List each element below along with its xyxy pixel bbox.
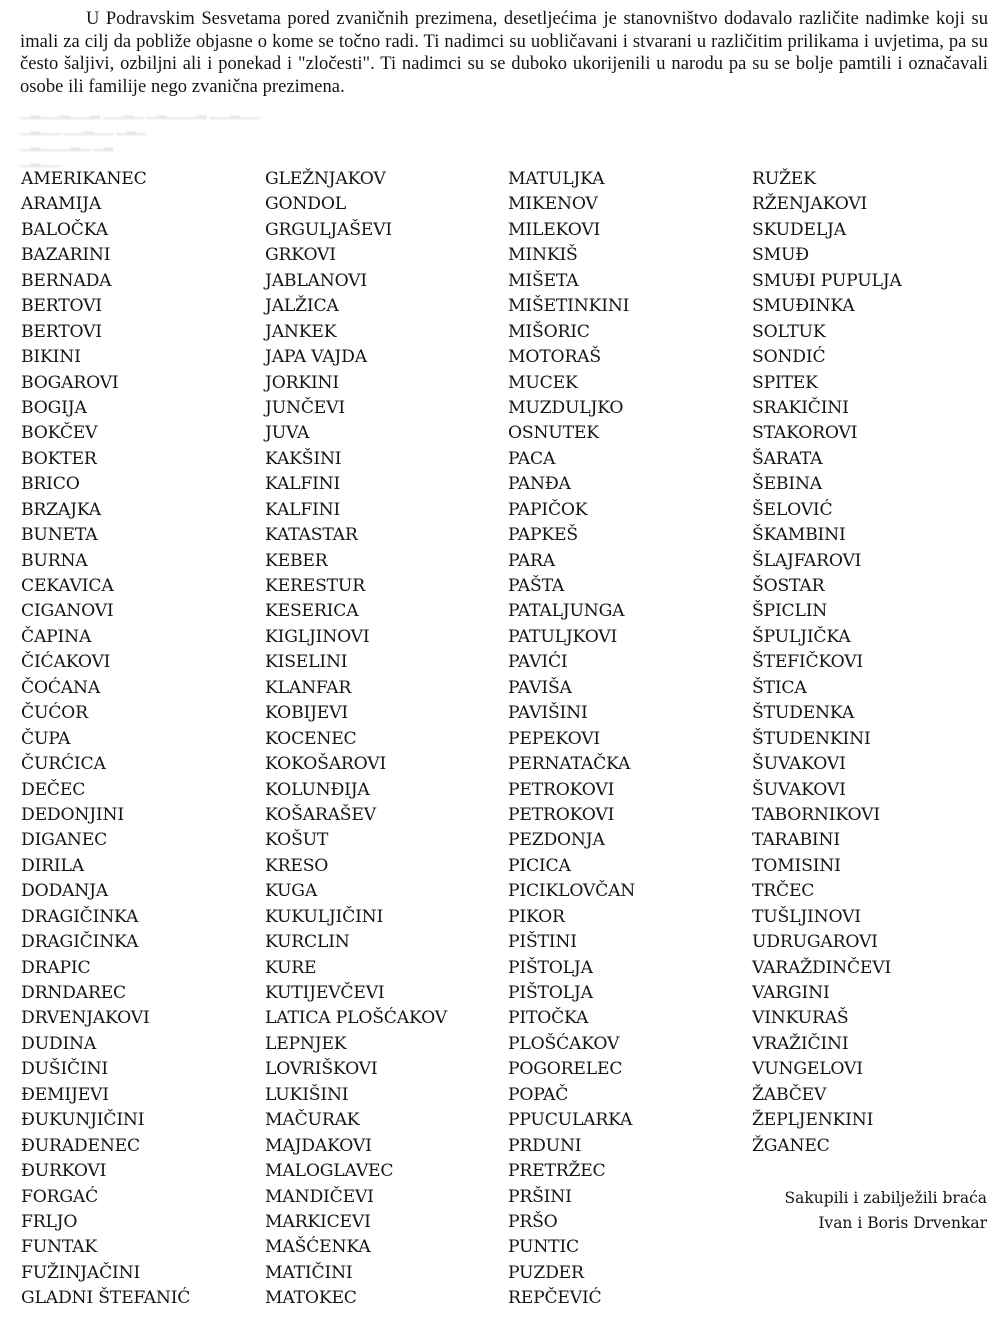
nickname-item: PARA	[508, 550, 555, 571]
nickname-item: PRŠO	[508, 1211, 558, 1232]
nickname-item: ŠEBINA	[752, 474, 822, 495]
nickname-item: TABORNIKOVI	[752, 804, 880, 825]
nickname-item: TRČEC	[752, 881, 815, 902]
nickname-item: REPČEVIĆ	[508, 1288, 602, 1309]
nickname-item: GRGULJAŠEVI	[265, 219, 392, 240]
nickname-item: PICICA	[508, 855, 571, 876]
credit-line-1: Sakupili i zabilježili braća	[784, 1189, 987, 1207]
nickname-item: KOBIJEVI	[265, 703, 348, 724]
nickname-item: JUVA	[265, 423, 310, 444]
nickname-item: VRAŽIČINI	[752, 1033, 849, 1054]
nickname-item: ŠPICLIN	[752, 601, 828, 622]
nickname-item: BURNA	[21, 550, 88, 571]
nickname-item: KOKOŠAROVI	[265, 754, 387, 775]
nickname-item: MOTORAŠ	[508, 347, 601, 368]
nickname-item: BRICO	[21, 474, 80, 495]
nickname-item: MARKICEVI	[265, 1211, 371, 1232]
nickname-item: PRDUNI	[508, 1135, 582, 1156]
nickname-item: SPITEK	[752, 372, 818, 393]
nickname-item: PLOŠĆAKOV	[508, 1033, 620, 1054]
nickname-item: PAPIČOK	[508, 499, 588, 520]
nickname-item: PAVIŠINI	[508, 703, 588, 724]
nickname-item: ŽEPLJENKINI	[752, 1110, 874, 1131]
nickname-item: KOCENEC	[265, 728, 357, 749]
nickname-item: KERESTUR	[265, 576, 365, 596]
nickname-item: ŠPULJIČKA	[752, 626, 851, 647]
nickname-item: PITOČKA	[508, 1008, 589, 1029]
nickname-item: DRNDAREC	[21, 983, 126, 1003]
nickname-column-2	[265, 167, 447, 1312]
intro-paragraph: U Podravskim Sesvetama pored zvaničnih prezimena, desetljećima je stanovništvo dodavalo različite nadimke koji su imali za cilj da pobliže objasne o kome se točno radi. Ti nadimci su uobličavani i stvarani u različitim prilikama i uvjetima, pa su često šaljivi, ozbiljni ali i ponekad i "zločesti". Ti nadimci su se duboko ukorijenili u narodu pa su se bolje pamtili i označavali osobe ili familije nego zvanična prezimena.	[20, 9, 988, 97]
nickname-item: ŠELOVIĆ	[752, 499, 833, 520]
nickname-item: KURCLIN	[265, 932, 350, 953]
nickname-item: FORGAĆ	[21, 1186, 99, 1207]
nickname-item: PEZDONJA	[508, 830, 605, 851]
nickname-item: PIŠTOLJA	[508, 983, 593, 1003]
nickname-item: POPAČ	[508, 1084, 569, 1105]
nickname-item: BERTOVI	[21, 321, 102, 342]
nickname-item: PAŠTA	[508, 576, 565, 596]
nickname-item: ARAMIJA	[21, 194, 102, 215]
nickname-item: ČUĆOR	[21, 703, 88, 724]
nickname-item: MINKIŠ	[508, 245, 578, 266]
nickname-item: LOVRIŠKOVI	[265, 1059, 378, 1080]
nickname-item: UDRUGAROVI	[752, 932, 878, 953]
nickname-item: LUKIŠINI	[265, 1084, 349, 1105]
nickname-item: GRKOVI	[265, 245, 336, 266]
nickname-item: ŽABČEV	[752, 1084, 827, 1105]
nickname-item: ČURĆICA	[21, 754, 106, 775]
nickname-item: DRAGIČINKA	[21, 906, 139, 927]
nickname-item: JANKEK	[265, 321, 337, 342]
nickname-item: GLEŽNJAKOV	[265, 169, 386, 189]
nickname-item: TUŠLJINOVI	[752, 906, 861, 927]
nickname-item: MIKENOV	[508, 194, 598, 215]
nickname-item: PIKOR	[508, 906, 565, 927]
nickname-column-4	[752, 167, 902, 1159]
nickname-item: KOŠARAŠEV	[265, 804, 376, 825]
nickname-item: PATULJKOVI	[508, 626, 618, 647]
nickname-item: PRETRŽEC	[508, 1161, 606, 1182]
nickname-item: PRŠINI	[508, 1186, 572, 1207]
nickname-item: MUZDULJKO	[508, 397, 624, 418]
nickname-item: DRAGIČINKA	[21, 932, 139, 953]
nickname-item: MUCEK	[508, 372, 578, 393]
nickname-item: PACA	[508, 448, 556, 469]
nickname-item: ĐURADENEC	[21, 1135, 140, 1156]
nickname-item: MILEKOVI	[508, 219, 601, 240]
nickname-item: KATASTAR	[265, 525, 358, 546]
nickname-item: VUNGELOVI	[752, 1059, 863, 1080]
nickname-item: STAKOROVI	[752, 423, 858, 444]
nickname-item: BAZARINI	[21, 245, 111, 266]
nickname-item: SKUDELJA	[752, 219, 846, 240]
nickname-item: ŠUVAKOVI	[752, 754, 846, 775]
nickname-item: PEPEKOVI	[508, 728, 600, 749]
nickname-item: KUGA	[265, 881, 318, 902]
nickname-item: ŠARATA	[752, 448, 823, 469]
nickname-item: LEPNJEK	[265, 1033, 347, 1054]
nickname-item: PERNATAČKA	[508, 754, 631, 775]
nickname-item: VARAŽDINČEVI	[752, 957, 892, 978]
nickname-item: JAPA VAJDA	[265, 347, 367, 368]
nickname-item: KALFINI	[265, 499, 341, 520]
nickname-item: DIGANEC	[21, 830, 108, 851]
nickname-item: RŽENJAKOVI	[752, 194, 868, 215]
nickname-item: VINKURAŠ	[752, 1008, 849, 1029]
nickname-item: BERNADA	[21, 270, 112, 291]
nickname-item: TOMISINI	[752, 855, 841, 876]
nickname-item: PIŠTINI	[508, 932, 577, 953]
nickname-item: MIŠETA	[508, 270, 579, 291]
nickname-item: CIGANOVI	[21, 601, 114, 622]
nickname-item: PANĐA	[508, 474, 571, 495]
nickname-item: ĐEMIJEVI	[21, 1084, 109, 1105]
nickname-item: ČOĆANA	[21, 677, 101, 698]
nickname-item: BERTOVI	[21, 296, 102, 317]
nickname-item: DUDINA	[21, 1033, 97, 1054]
nickname-item: PAVIŠA	[508, 677, 572, 698]
nickname-item: BALOČKA	[21, 219, 108, 240]
bleed-through-text: ▁▂▁▁▂▁▁▂ ▁▁▂▁ ▁▂▁▁▁▂ ▁▁▂▁▁ ▁▂▁▁ ▁▁▂▁▁ ▁▂▁ ▁▂▁▁▁▂▁ ▁▂ ▁▂▁▁	[20, 104, 260, 167]
nickname-item: SMUĐINKA	[752, 296, 855, 317]
nickname-item: OSNUTEK	[508, 423, 599, 444]
nickname-item: MANDIČEVI	[265, 1186, 374, 1207]
nickname-item: MIŠORIC	[508, 321, 590, 342]
nickname-item: PAPKEŠ	[508, 525, 578, 546]
nickname-item: MALOGLAVEC	[265, 1161, 394, 1182]
nickname-item: SOLTUK	[752, 321, 826, 342]
nickname-item: DIRILA	[21, 855, 84, 876]
nickname-item: MATOKEC	[265, 1288, 357, 1309]
nickname-item: KOŠUT	[265, 830, 329, 851]
nickname-item: ŠKAMBINI	[752, 525, 846, 546]
nickname-item: KIGLJINOVI	[265, 626, 370, 647]
nickname-item: JABLANOVI	[265, 270, 367, 291]
nickname-item: MATIČINI	[265, 1262, 353, 1283]
nickname-item: KEBER	[265, 550, 328, 571]
nickname-item: KLANFAR	[265, 677, 352, 698]
nickname-item: ĐUKUNJIČINI	[21, 1110, 145, 1131]
nickname-item: RUŽEK	[752, 169, 816, 189]
nickname-item: KESERICA	[265, 601, 359, 622]
nickname-item: SONDIĆ	[752, 347, 826, 368]
nickname-item: ŠTICA	[752, 677, 807, 698]
nickname-item: ŽGANEC	[752, 1135, 830, 1156]
nickname-item: DUŠIČINI	[21, 1059, 108, 1080]
nickname-item: ČAPINA	[21, 626, 92, 647]
nickname-item: ŠLAJFAROVI	[752, 550, 862, 571]
nickname-item: PICIKLOVČAN	[508, 881, 636, 902]
nickname-item: KOLUNĐIJA	[265, 779, 370, 800]
nickname-item: ŠUVAKOVI	[752, 779, 846, 800]
nickname-column-3	[508, 167, 635, 1312]
nickname-item: MIŠETINKINI	[508, 296, 630, 317]
nickname-item: PATALJUNGA	[508, 601, 625, 622]
nickname-item: FUŽINJAČINI	[21, 1262, 141, 1283]
nickname-item: DRVENJAKOVI	[21, 1008, 150, 1029]
nickname-item: KUKULJIČINI	[265, 906, 384, 927]
nickname-item: FRLJO	[21, 1211, 78, 1232]
nickname-item: ŠTEFIČKOVI	[752, 652, 864, 673]
nickname-item: KURE	[265, 957, 317, 978]
nickname-item: SRAKIČINI	[752, 397, 849, 418]
nickname-item: DEČEC	[21, 779, 86, 800]
nickname-item: FUNTAK	[21, 1237, 98, 1258]
nickname-item: BRZAJKA	[21, 499, 101, 520]
nickname-item: JUNČEVI	[265, 397, 345, 418]
nickname-item: ĐURKOVI	[21, 1161, 107, 1182]
nickname-item: KAKŠINI	[265, 448, 342, 469]
nickname-item: PPUCULARKA	[508, 1110, 633, 1131]
nickname-item: MAŠĆENKA	[265, 1237, 371, 1258]
nickname-item: ŠTUDENKINI	[752, 728, 871, 749]
nickname-column-1	[21, 167, 190, 1312]
nickname-item: KRESO	[265, 855, 329, 876]
nickname-item: LATICA PLOŠĆAKOV	[265, 1008, 447, 1029]
nickname-item: GONDOL	[265, 194, 346, 215]
nickname-item: SMUĐI PUPULJA	[752, 270, 902, 291]
nickname-item: KUTIJEVČEVI	[265, 983, 385, 1003]
credit-signature	[784, 1186, 987, 1236]
nickname-item: BIKINI	[21, 347, 81, 368]
nickname-item: PAVIĆI	[508, 652, 568, 673]
nickname-item: MAJDAKOVI	[265, 1135, 372, 1156]
nickname-item: PUNTIC	[508, 1237, 579, 1258]
nickname-item: BOKTER	[21, 448, 97, 469]
nickname-item: TARABINI	[752, 830, 840, 851]
nickname-item: DEDONJINI	[21, 804, 124, 825]
nickname-item: ŠOSTAR	[752, 576, 825, 596]
nickname-item: DRAPIC	[21, 957, 91, 978]
nickname-item: PUZDER	[508, 1262, 584, 1283]
nickname-item: JALŽICA	[265, 296, 339, 317]
nickname-item: ŠTUDENKA	[752, 703, 855, 724]
nickname-item: AMERIKANEC	[21, 169, 147, 189]
nickname-item: VARGINI	[752, 983, 830, 1003]
nickname-item: MATULJKA	[508, 169, 605, 189]
nickname-item: BUNETA	[21, 525, 98, 546]
credit-line-2: Ivan i Boris Drvenkar	[818, 1214, 987, 1232]
nickname-item: CEKAVICA	[21, 576, 114, 596]
nickname-item: MAČURAK	[265, 1110, 360, 1131]
nickname-item: GLADNI ŠTEFANIĆ	[21, 1288, 191, 1309]
nickname-item: PETROKOVI	[508, 779, 615, 800]
nickname-item: SMUĐ	[752, 245, 809, 266]
nickname-item: PETROKOVI	[508, 804, 615, 825]
nickname-item: KISELINI	[265, 652, 348, 673]
nickname-item: PIŠTOLJA	[508, 957, 593, 978]
nickname-item: BOGAROVI	[21, 372, 119, 393]
nickname-item: POGORELEC	[508, 1059, 623, 1080]
nickname-item: ČUPA	[21, 728, 71, 749]
nickname-item: ČIĆAKOVI	[21, 652, 111, 673]
nickname-item: KALFINI	[265, 474, 341, 495]
nickname-item: JORKINI	[265, 372, 339, 393]
nickname-item: DODANJA	[21, 881, 109, 902]
nickname-item: BOGIJA	[21, 397, 87, 418]
nickname-item: BOKČEV	[21, 423, 98, 444]
